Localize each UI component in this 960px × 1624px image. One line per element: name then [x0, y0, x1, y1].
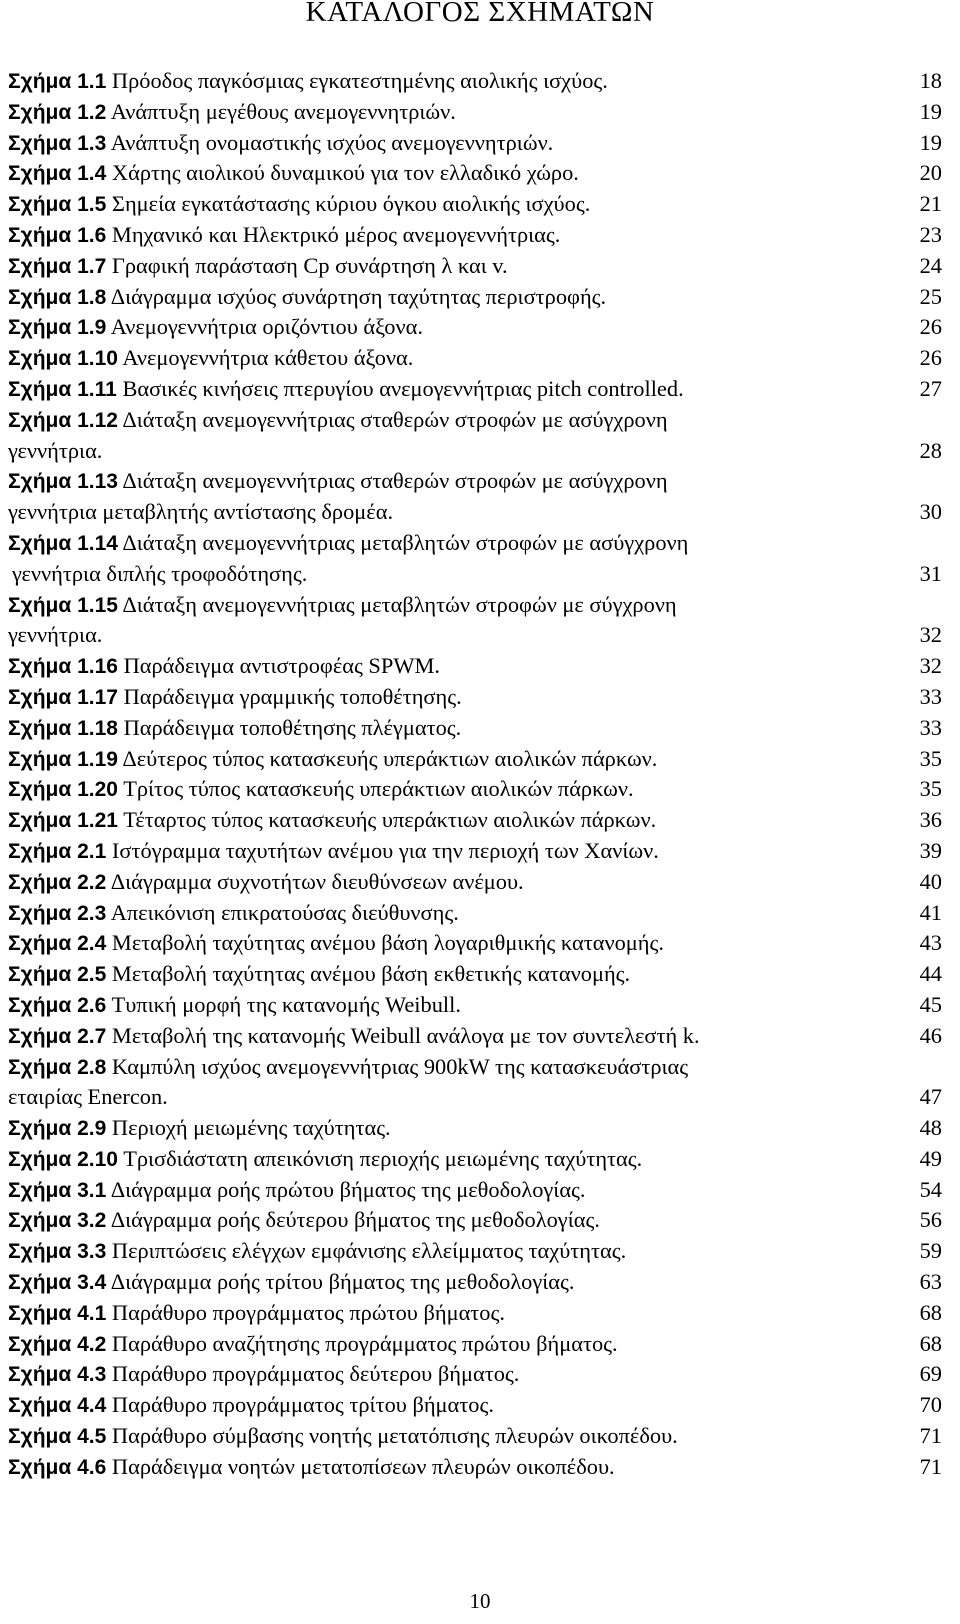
figure-caption: Διάταξη ανεμογεννήτριας σταθερών στροφών με ασύγχρονη — [122, 406, 668, 432]
figure-label: Σχήμα 1.10 — [8, 347, 118, 371]
figure-page-number: 47 — [919, 1084, 942, 1110]
figure-caption: Τρισδιάστατη απεικόνιση περιοχής μειωμένης ταχύτητας. — [123, 1145, 643, 1171]
figure-page-number: 63 — [919, 1269, 942, 1295]
figure-caption: Βασικές κινήσεις πτερυγίου ανεμογεννήτριας pitch controlled. — [122, 375, 684, 401]
figure-page-number: 40 — [919, 868, 942, 894]
entry-line — [8, 959, 958, 990]
figure-label: Σχήμα 1.13 — [8, 470, 118, 494]
figure-page-number: 33 — [919, 714, 942, 740]
figure-label: Σχήμα 1.5 — [8, 193, 107, 217]
figure-caption: Διάταξη ανεμογεννήτριας μεταβλητών στροφών με σύγχρονη — [122, 591, 677, 617]
entry-line — [8, 189, 958, 220]
figure-caption: Ανάπτυξη ονομαστικής ισχύος ανεμογεννητριών. — [110, 129, 554, 155]
list-item[interactable] — [8, 1329, 958, 1360]
list-item[interactable] — [8, 1452, 958, 1483]
entry-line — [8, 158, 958, 189]
figure-caption-continued: γεννήτρια. — [8, 622, 103, 648]
figure-page-number: 35 — [919, 745, 942, 771]
entry-line — [8, 312, 958, 343]
figure-page-number: 31 — [919, 560, 942, 586]
list-item[interactable] — [8, 867, 958, 898]
list-item[interactable] — [8, 959, 958, 990]
list-item[interactable] — [8, 744, 958, 775]
figure-caption: Σημεία εγκατάστασης κύριου όγκου αιολικής ισχύος. — [111, 191, 591, 217]
entry-line — [8, 1267, 958, 1298]
figure-caption: Διάταξη ανεμογεννήτριας μεταβλητών στροφών με ασύγχρονη — [122, 529, 689, 555]
figure-page-number: 26 — [919, 314, 942, 340]
figure-caption: Ανάπτυξη μεγέθους ανεμογεννητριών. — [110, 98, 456, 124]
figure-caption: Μεταβολή ταχύτητας ανέμου βάση εκθετικής κατανομής. — [111, 961, 631, 987]
list-item[interactable] — [8, 528, 958, 590]
list-item[interactable] — [8, 374, 958, 405]
entry-line — [8, 744, 958, 775]
entry-line — [8, 66, 958, 97]
figure-label: Σχήμα 1.12 — [8, 408, 118, 432]
figure-label: Σχήμα 2.2 — [8, 870, 107, 894]
figure-page-number: 54 — [919, 1176, 942, 1202]
figure-label: Σχήμα 1.3 — [8, 131, 107, 155]
list-item[interactable] — [8, 1390, 958, 1421]
figure-page-number: 68 — [919, 1330, 942, 1356]
entry-line — [8, 1021, 958, 1052]
entry-line — [8, 1052, 958, 1083]
figure-page-number: 44 — [919, 961, 942, 987]
figure-caption: Παράθυρο αναζήτησης προγράμματος πρώτου βήματος. — [111, 1330, 618, 1356]
figure-label: Σχήμα 1.1 — [8, 70, 107, 93]
entry-line — [8, 805, 958, 836]
entry-line — [8, 282, 958, 313]
figure-label: Σχήμα 2.4 — [8, 932, 107, 956]
figure-caption: Παράδειγμα γραμμικής τοποθέτησης. — [123, 683, 462, 709]
entry-line — [8, 1390, 958, 1421]
figure-page-number: 45 — [919, 991, 942, 1017]
list-item[interactable] — [8, 1113, 958, 1144]
figure-page-number: 33 — [919, 683, 942, 709]
figure-page-number: 21 — [919, 191, 942, 217]
entry-line — [8, 990, 958, 1021]
figure-caption: Πρόοδος παγκόσμιας εγκατεστημένης αιολικής ισχύος. — [111, 68, 608, 93]
figure-page-number: 32 — [919, 653, 942, 679]
list-item[interactable] — [8, 1144, 958, 1175]
figure-label: Σχήμα 4.3 — [8, 1363, 107, 1387]
entry-line — [8, 405, 958, 436]
figure-label: Σχήμα 2.6 — [8, 993, 107, 1017]
figure-label: Σχήμα 1.4 — [8, 162, 107, 186]
figure-label: Σχήμα 2.1 — [8, 839, 107, 863]
page-title: ΚΑΤΑΛΟΓΟΣ ΣΧΗΜΑΤΩΝ — [305, 0, 655, 28]
entry-line — [8, 867, 958, 898]
figure-caption: Ανεμογεννήτρια κάθετου άξονα. — [122, 345, 414, 371]
figure-caption: Παράδειγμα τοποθέτησης πλέγματος. — [123, 714, 462, 740]
figure-page-number: 59 — [919, 1238, 942, 1264]
figure-caption: Τέταρτος τύπος κατασκευής υπεράκτιων αιολικών πάρκων. — [123, 807, 657, 833]
list-item[interactable] — [8, 1021, 958, 1052]
figure-label: Σχήμα 1.20 — [8, 778, 118, 802]
figure-label: Σχήμα 4.6 — [8, 1455, 107, 1479]
entry-line — [8, 374, 958, 405]
list-item[interactable] — [8, 713, 958, 744]
figure-page-number: 30 — [919, 499, 942, 525]
figure-page-number: 48 — [919, 1115, 942, 1141]
list-item[interactable] — [8, 312, 958, 343]
list-item[interactable] — [8, 651, 958, 682]
entry-line — [8, 528, 958, 559]
figure-caption-continued: γεννήτρια. — [8, 437, 103, 463]
figure-label: Σχήμα 3.1 — [8, 1178, 107, 1202]
entry-line — [8, 682, 958, 713]
list-item[interactable] — [8, 928, 958, 959]
list-item[interactable] — [8, 66, 958, 97]
entry-line — [8, 1359, 958, 1390]
figure-caption: Περιπτώσεις ελέγχων εμφάνισης ελλείμματος ταχύτητας. — [111, 1238, 627, 1264]
list-item[interactable] — [8, 282, 958, 313]
figure-page-number: 19 — [919, 129, 942, 155]
entry-line — [8, 1236, 958, 1267]
entry-line — [8, 1452, 958, 1483]
entry-line — [8, 651, 958, 682]
list-item[interactable] — [8, 220, 958, 251]
list-item[interactable] — [8, 1267, 958, 1298]
list-item[interactable] — [8, 590, 958, 652]
list-item[interactable] — [8, 1205, 958, 1236]
entry-line — [8, 928, 958, 959]
list-item[interactable] — [8, 836, 958, 867]
list-item[interactable] — [8, 343, 958, 374]
figure-label: Σχήμα 1.15 — [8, 593, 118, 617]
entry-line — [8, 836, 958, 867]
figure-label: Σχήμα 2.9 — [8, 1117, 107, 1141]
entry-line — [8, 713, 958, 744]
figure-page-number: 35 — [919, 776, 942, 802]
figure-label: Σχήμα 1.19 — [8, 747, 118, 771]
list-item[interactable] — [8, 682, 958, 713]
figure-caption: Διάγραμμα ροής πρώτου βήματος της μεθοδολογίας. — [110, 1176, 586, 1202]
list-item[interactable] — [8, 1236, 958, 1267]
figure-label: Σχήμα 1.16 — [8, 655, 118, 679]
figure-caption-continued: γεννήτρια μεταβλητής αντίστασης δρομέα. — [8, 499, 394, 525]
entry-line — [8, 1144, 958, 1175]
figure-label: Σχήμα 2.8 — [8, 1055, 107, 1079]
figure-page-number: 32 — [919, 622, 942, 648]
figure-caption: Γραφική παράσταση Cp συνάρτηση λ και v. — [111, 252, 508, 278]
figure-label: Σχήμα 1.6 — [8, 223, 107, 247]
list-item[interactable] — [8, 990, 958, 1021]
figure-page-number: 41 — [919, 899, 942, 925]
figure-page-number: 18 — [919, 68, 942, 93]
figure-page-number: 36 — [919, 807, 942, 833]
figure-caption: Τρίτος τύπος κατασκευής υπεράκτιων αιολικών πάρκων. — [123, 776, 634, 802]
list-item[interactable] — [8, 466, 958, 528]
figure-page-number: 71 — [919, 1453, 942, 1479]
figure-caption: Χάρτης αιολικού δυναμικού για τον ελλαδικό χώρο. — [111, 160, 579, 186]
figure-label: Σχήμα 1.21 — [8, 809, 118, 833]
figure-label: Σχήμα 3.3 — [8, 1240, 107, 1264]
figure-page-number: 27 — [919, 375, 942, 401]
entry-line — [8, 1421, 958, 1452]
list-item[interactable] — [8, 128, 958, 159]
figure-caption: Απεικόνιση επικρατούσας διεύθυνσης. — [110, 899, 459, 925]
figure-caption: Παράθυρο σύμβασης νοητής μετατόπισης πλευρών οικοπέδου. — [111, 1423, 678, 1449]
figure-caption: Διάγραμμα ροής δεύτερου βήματος της μεθοδολογίας. — [110, 1207, 600, 1233]
entry-line — [8, 1205, 958, 1236]
entry-line — [8, 1175, 958, 1206]
figure-page-number: 43 — [919, 930, 942, 956]
entry-line — [8, 1113, 958, 1144]
figure-caption: Καμπύλη ισχύος ανεμογεννήτριας 900kW της κατασκευάστριας — [111, 1053, 689, 1079]
list-item[interactable] — [8, 189, 958, 220]
entry-line — [8, 251, 958, 282]
figure-label: Σχήμα 3.4 — [8, 1271, 107, 1295]
figure-label: Σχήμα 2.7 — [8, 1024, 107, 1048]
figure-page-number: 56 — [919, 1207, 942, 1233]
figure-label: Σχήμα 3.2 — [8, 1209, 107, 1233]
figure-label: Σχήμα 1.18 — [8, 716, 118, 740]
figure-page-number: 28 — [919, 437, 942, 463]
figure-caption: Διάγραμμα ισχύος συνάρτηση ταχύτητας περιστροφής. — [110, 283, 607, 309]
figure-label: Σχήμα 4.5 — [8, 1425, 107, 1449]
figure-label: Σχήμα 4.4 — [8, 1394, 107, 1418]
figure-label: Σχήμα 1.7 — [8, 254, 107, 278]
list-item[interactable] — [8, 97, 958, 128]
figure-caption: Περιοχή μειωμένης ταχύτητας. — [111, 1115, 391, 1141]
entry-line — [8, 1329, 958, 1360]
figure-page-number: 20 — [919, 160, 942, 186]
figure-page-number: 19 — [919, 98, 942, 124]
figure-page-number: 23 — [919, 221, 942, 247]
entry-line — [8, 898, 958, 929]
figure-page-number: 68 — [919, 1299, 942, 1325]
figure-caption: Μεταβολή ταχύτητας ανέμου βάση λογαριθμικής κατανομής. — [111, 930, 664, 956]
figure-label: Σχήμα 4.2 — [8, 1332, 107, 1356]
list-item[interactable] — [8, 1175, 958, 1206]
list-item[interactable] — [8, 1052, 958, 1114]
entry-line — [8, 466, 958, 497]
figure-caption: Τυπική μορφή της κατανομής Weibull. — [111, 991, 461, 1017]
list-item[interactable] — [8, 1359, 958, 1390]
figure-caption: Διάταξη ανεμογεννήτριας σταθερών στροφών με ασύγχρονη — [122, 468, 668, 494]
list-item[interactable] — [8, 898, 958, 929]
figure-label: Σχήμα 1.8 — [8, 285, 107, 309]
figure-label: Σχήμα 1.11 — [8, 377, 117, 401]
entry-line — [8, 774, 958, 805]
figure-page-number: 70 — [919, 1392, 942, 1418]
figure-page-number: 24 — [919, 252, 942, 278]
figure-caption: Διάγραμμα ροής τρίτου βήματος της μεθοδολογίας. — [110, 1269, 575, 1295]
figure-label: Σχήμα 1.17 — [8, 685, 118, 709]
figure-caption: Μηχανικό και Ηλεκτρικό μέρος ανεμογεννήτριας. — [111, 221, 561, 247]
figure-page-number: 39 — [919, 837, 942, 863]
list-item[interactable] — [8, 158, 958, 189]
list-item[interactable] — [8, 251, 958, 282]
figure-page-number: 26 — [919, 345, 942, 371]
list-item[interactable] — [8, 405, 958, 467]
figure-label: Σχήμα 1.2 — [8, 100, 107, 124]
list-item[interactable] — [8, 1298, 958, 1329]
page-number: 10 — [469, 1589, 491, 1613]
figure-label: Σχήμα 2.3 — [8, 901, 107, 925]
figure-caption: Παράθυρο προγράμματος πρώτου βήματος. — [111, 1299, 505, 1325]
entry-line — [8, 128, 958, 159]
figure-label: Σχήμα 1.9 — [8, 316, 107, 340]
entry-line — [8, 590, 958, 621]
figure-page-number: 49 — [919, 1145, 942, 1171]
figure-page-number: 46 — [919, 1022, 942, 1048]
figure-caption: Παράδειγμα αντιστροφέας SPWM. — [123, 653, 440, 679]
entry-line — [8, 343, 958, 374]
figure-list — [8, 66, 958, 1483]
figure-caption: Παράθυρο προγράμματος τρίτου βήματος. — [111, 1392, 494, 1418]
figure-label: Σχήμα 1.14 — [8, 531, 118, 555]
figure-page-number: 71 — [919, 1423, 942, 1449]
list-item[interactable] — [8, 805, 958, 836]
figure-caption-continued: γεννήτρια διπλής τροφοδότησης. — [12, 560, 308, 586]
figure-page-number: 69 — [919, 1361, 942, 1387]
list-item[interactable] — [8, 1421, 958, 1452]
figure-caption: Ανεμογεννήτρια οριζόντιου άξονα. — [110, 314, 423, 340]
figure-label: Σχήμα 2.10 — [8, 1147, 118, 1171]
entry-line — [8, 97, 958, 128]
list-item[interactable] — [8, 774, 958, 805]
figure-caption: Ιστόγραμμα ταχυτήτων ανέμου για την περιοχή των Χανίων. — [111, 837, 659, 863]
entry-line — [8, 1298, 958, 1329]
figure-caption: Παράθυρο προγράμματος δεύτερου βήματος. — [111, 1361, 520, 1387]
figure-caption: Δεύτερος τύπος κατασκευής υπεράκτιων αιολικών πάρκων. — [122, 745, 658, 771]
figure-caption: Μεταβολή της κατανομής Weibull ανάλογα με τον συντελεστή k. — [111, 1022, 700, 1048]
figure-caption-continued: εταιρίας Enercon. — [8, 1084, 168, 1110]
entry-line — [8, 220, 958, 251]
figure-page-number: 25 — [919, 283, 942, 309]
figure-label: Σχήμα 2.5 — [8, 963, 107, 987]
figure-caption: Διάγραμμα συχνοτήτων διευθύνσεων ανέμου. — [110, 868, 524, 894]
figure-label: Σχήμα 4.1 — [8, 1301, 107, 1325]
figure-caption: Παράδειγμα νοητών μετατοπίσεων πλευρών οικοπέδου. — [111, 1453, 615, 1479]
